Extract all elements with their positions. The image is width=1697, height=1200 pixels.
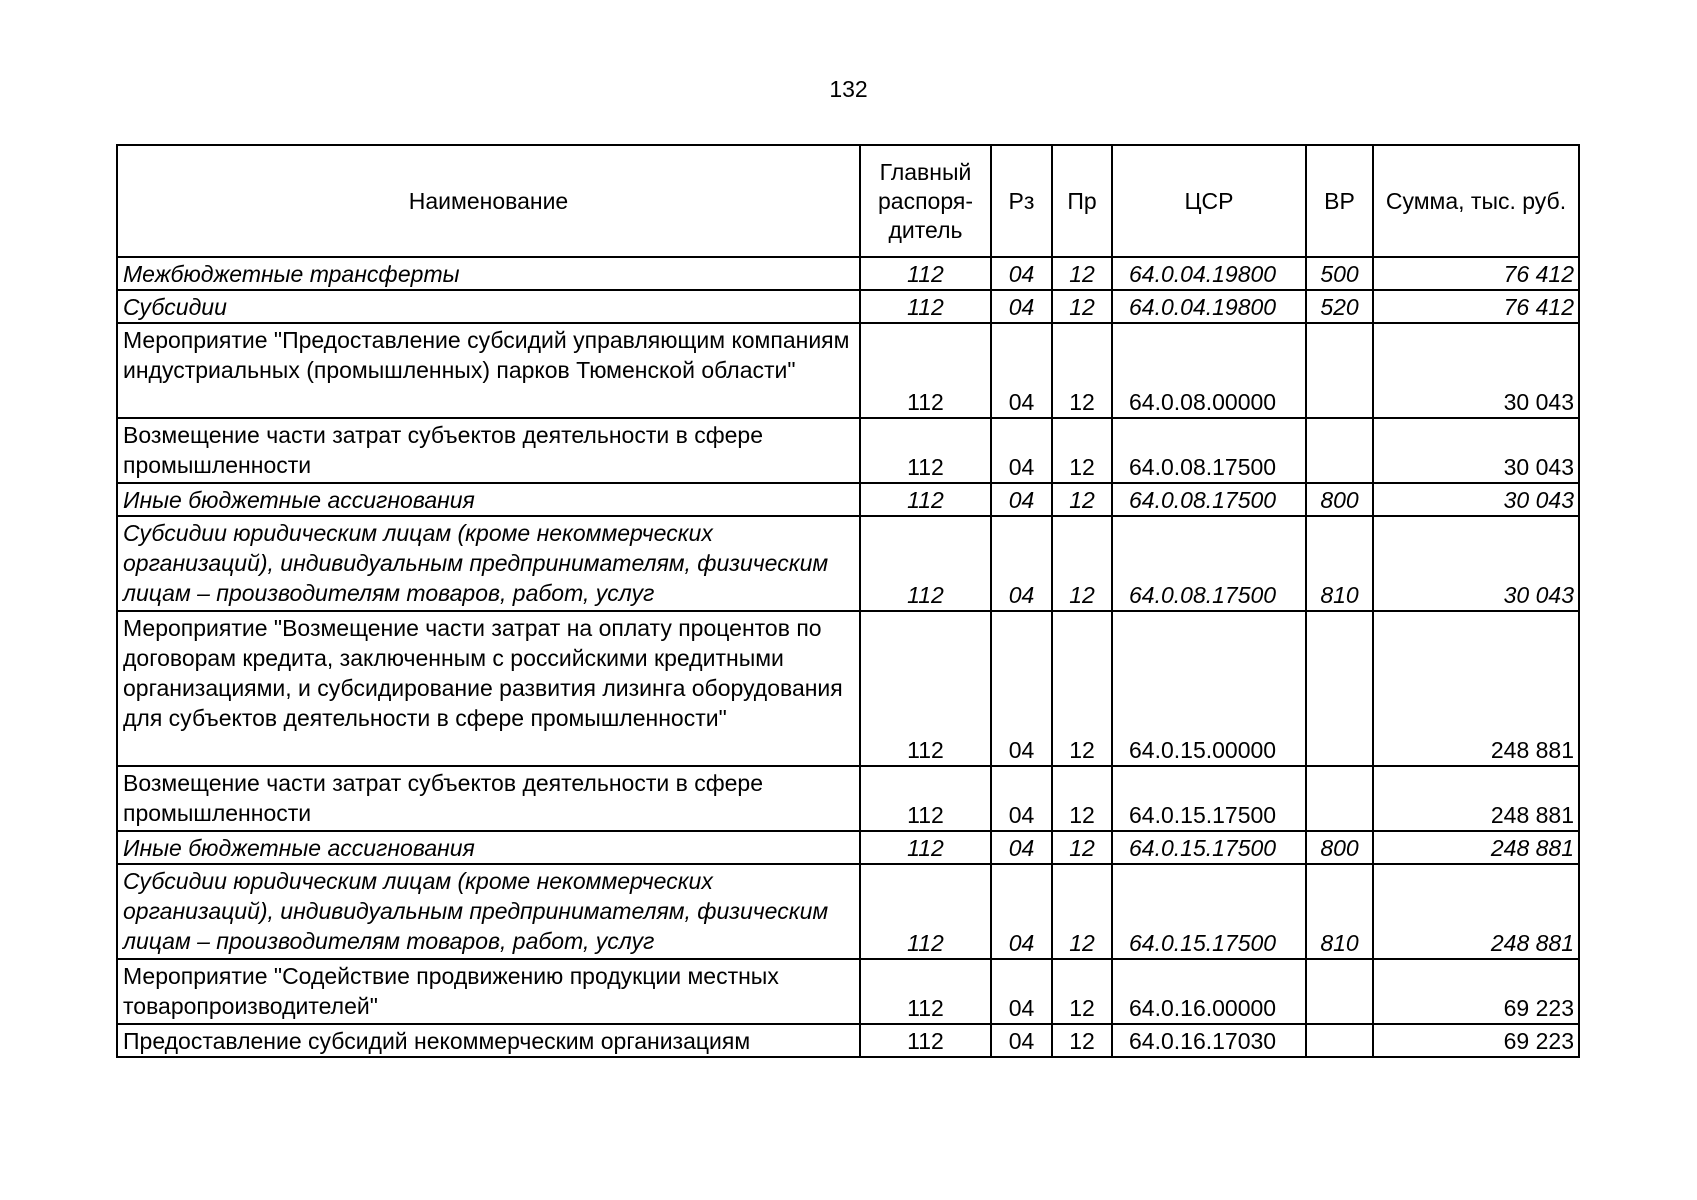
row-name: Возмещение части затрат субъектов деятельности в сфере промышленности bbox=[117, 766, 860, 831]
row-vr bbox=[1306, 611, 1373, 766]
row-rz: 04 bbox=[991, 323, 1052, 418]
row-grbs: 112 bbox=[860, 611, 991, 766]
row-vr bbox=[1306, 418, 1373, 483]
row-grbs: 112 bbox=[860, 516, 991, 611]
row-rz: 04 bbox=[991, 959, 1052, 1024]
table-row bbox=[117, 864, 1579, 959]
row-rz: 04 bbox=[991, 766, 1052, 831]
row-csr: 64.0.08.00000 bbox=[1112, 323, 1306, 418]
row-name: Предоставление субсидий некоммерческим организациям bbox=[117, 1024, 860, 1057]
row-sum: 69 223 bbox=[1373, 959, 1579, 1024]
row-vr: 800 bbox=[1306, 831, 1373, 864]
row-rz: 04 bbox=[991, 516, 1052, 611]
row-rz: 04 bbox=[991, 831, 1052, 864]
row-sum: 76 412 bbox=[1373, 290, 1579, 323]
header-rz: Рз bbox=[991, 145, 1052, 257]
row-vr: 520 bbox=[1306, 290, 1373, 323]
row-rz: 04 bbox=[991, 483, 1052, 516]
table-header-row bbox=[117, 145, 1579, 257]
row-csr: 64.0.08.17500 bbox=[1112, 483, 1306, 516]
row-sum: 30 043 bbox=[1373, 418, 1579, 483]
table-row bbox=[117, 766, 1579, 831]
row-grbs: 112 bbox=[860, 418, 991, 483]
row-csr: 64.0.08.17500 bbox=[1112, 418, 1306, 483]
table-row bbox=[117, 290, 1579, 323]
row-pr: 12 bbox=[1052, 483, 1112, 516]
row-grbs: 112 bbox=[860, 1024, 991, 1057]
table-row bbox=[117, 516, 1579, 611]
budget-table bbox=[116, 144, 1580, 1058]
row-sum: 30 043 bbox=[1373, 323, 1579, 418]
row-rz: 04 bbox=[991, 290, 1052, 323]
row-vr: 800 bbox=[1306, 483, 1373, 516]
header-vr: ВР bbox=[1306, 145, 1373, 257]
row-grbs: 112 bbox=[860, 290, 991, 323]
row-vr: 500 bbox=[1306, 257, 1373, 290]
row-name: Мероприятие "Содействие продвижению продукции местных товаропроизводителей" bbox=[117, 959, 860, 1024]
row-sum: 30 043 bbox=[1373, 483, 1579, 516]
row-csr: 64.0.15.17500 bbox=[1112, 766, 1306, 831]
row-vr bbox=[1306, 959, 1373, 1024]
row-pr: 12 bbox=[1052, 766, 1112, 831]
header-sum: Сумма, тыс. руб. bbox=[1373, 145, 1579, 257]
row-pr: 12 bbox=[1052, 290, 1112, 323]
row-sum: 248 881 bbox=[1373, 864, 1579, 959]
row-rz: 04 bbox=[991, 864, 1052, 959]
row-rz: 04 bbox=[991, 418, 1052, 483]
row-rz: 04 bbox=[991, 257, 1052, 290]
row-rz: 04 bbox=[991, 1024, 1052, 1057]
row-grbs: 112 bbox=[860, 323, 991, 418]
row-name: Межбюджетные трансферты bbox=[117, 257, 860, 290]
row-vr bbox=[1306, 323, 1373, 418]
row-sum: 248 881 bbox=[1373, 766, 1579, 831]
row-vr: 810 bbox=[1306, 516, 1373, 611]
row-name: Возмещение части затрат субъектов деятельности в сфере промышленности bbox=[117, 418, 860, 483]
row-grbs: 112 bbox=[860, 483, 991, 516]
row-csr: 64.0.04.19800 bbox=[1112, 257, 1306, 290]
row-sum: 76 412 bbox=[1373, 257, 1579, 290]
row-vr bbox=[1306, 766, 1373, 831]
row-pr: 12 bbox=[1052, 516, 1112, 611]
header-pr: Пр bbox=[1052, 145, 1112, 257]
row-sum: 30 043 bbox=[1373, 516, 1579, 611]
table-row bbox=[117, 323, 1579, 418]
table-row bbox=[117, 611, 1579, 766]
header-grbs: Главный распоря-дитель bbox=[860, 145, 991, 257]
row-csr: 64.0.15.00000 bbox=[1112, 611, 1306, 766]
row-name: Субсидии юридическим лицам (кроме некоммерческих организаций), индивидуальным предпринимателям, физическим лицам – производителям товаров, работ, услуг bbox=[117, 864, 860, 959]
table-row bbox=[117, 418, 1579, 483]
table-row bbox=[117, 831, 1579, 864]
row-pr: 12 bbox=[1052, 959, 1112, 1024]
row-pr: 12 bbox=[1052, 323, 1112, 418]
row-name: Иные бюджетные ассигнования bbox=[117, 483, 860, 516]
row-name: Мероприятие "Предоставление субсидий управляющим компаниям индустриальных (промышленных) парков Тюменской области" bbox=[117, 323, 860, 418]
row-pr: 12 bbox=[1052, 611, 1112, 766]
row-grbs: 112 bbox=[860, 766, 991, 831]
row-vr bbox=[1306, 1024, 1373, 1057]
row-name: Мероприятие "Возмещение части затрат на оплату процентов по договорам кредита, заключенным с российскими кредитными организациями, и субсидирование развития лизинга оборудования для субъектов деятельности в сфере промышленности" bbox=[117, 611, 860, 766]
row-pr: 12 bbox=[1052, 864, 1112, 959]
table-row bbox=[117, 959, 1579, 1024]
row-grbs: 112 bbox=[860, 257, 991, 290]
row-vr: 810 bbox=[1306, 864, 1373, 959]
row-sum: 69 223 bbox=[1373, 1024, 1579, 1057]
row-csr: 64.0.15.17500 bbox=[1112, 864, 1306, 959]
row-name: Субсидии bbox=[117, 290, 860, 323]
row-csr: 64.0.16.00000 bbox=[1112, 959, 1306, 1024]
row-pr: 12 bbox=[1052, 418, 1112, 483]
row-name: Субсидии юридическим лицам (кроме некоммерческих организаций), индивидуальным предпринимателям, физическим лицам – производителям товаров, работ, услуг bbox=[117, 516, 860, 611]
row-name: Иные бюджетные ассигнования bbox=[117, 831, 860, 864]
row-sum: 248 881 bbox=[1373, 831, 1579, 864]
header-name: Наименование bbox=[117, 145, 860, 257]
row-csr: 64.0.15.17500 bbox=[1112, 831, 1306, 864]
row-csr: 64.0.16.17030 bbox=[1112, 1024, 1306, 1057]
row-pr: 12 bbox=[1052, 831, 1112, 864]
row-grbs: 112 bbox=[860, 831, 991, 864]
row-grbs: 112 bbox=[860, 959, 991, 1024]
row-grbs: 112 bbox=[860, 864, 991, 959]
table-row bbox=[117, 1024, 1579, 1057]
page-number: 132 bbox=[829, 76, 868, 102]
table-row bbox=[117, 257, 1579, 290]
row-sum: 248 881 bbox=[1373, 611, 1579, 766]
row-pr: 12 bbox=[1052, 257, 1112, 290]
row-rz: 04 bbox=[991, 611, 1052, 766]
header-csr: ЦСР bbox=[1112, 145, 1306, 257]
table-row bbox=[117, 483, 1579, 516]
row-csr: 64.0.04.19800 bbox=[1112, 290, 1306, 323]
row-csr: 64.0.08.17500 bbox=[1112, 516, 1306, 611]
row-pr: 12 bbox=[1052, 1024, 1112, 1057]
